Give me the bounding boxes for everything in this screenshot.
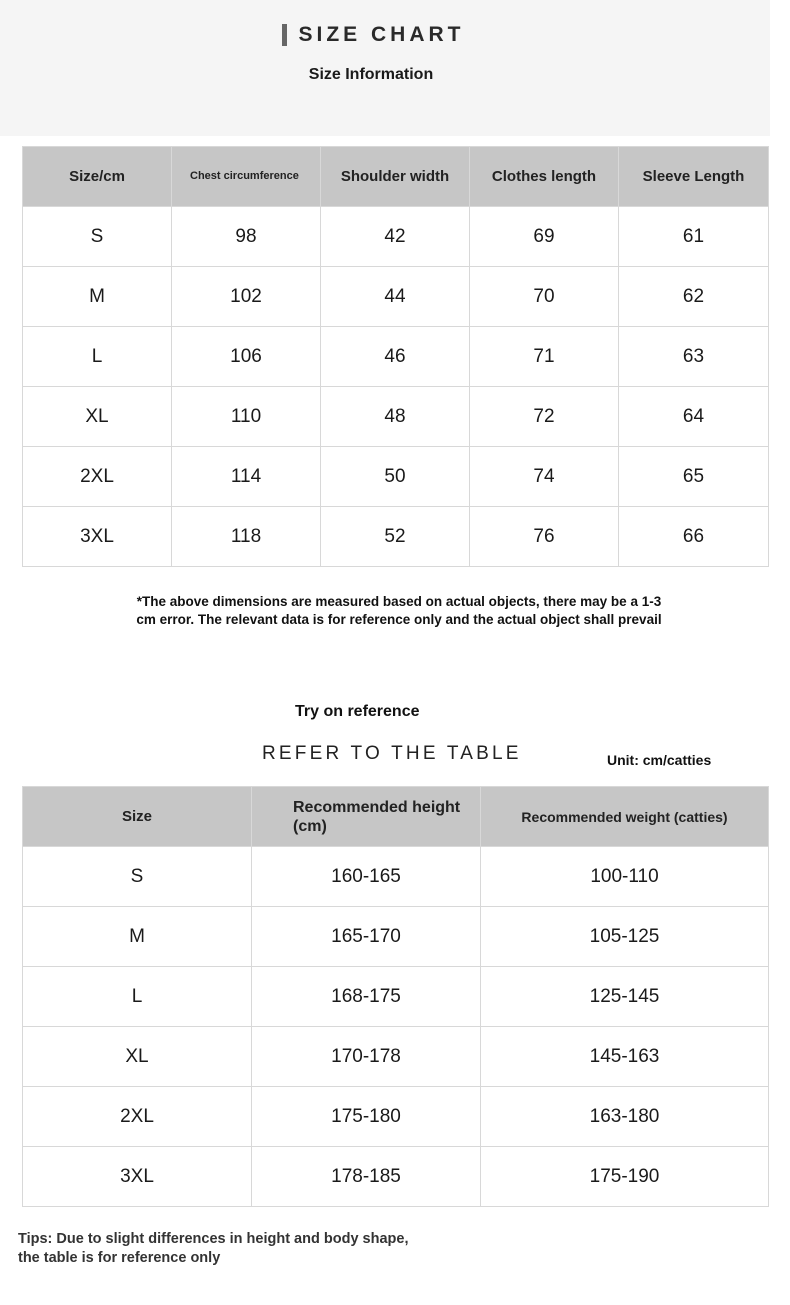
table-cell: 100-110 bbox=[481, 847, 769, 907]
table-cell: 42 bbox=[321, 207, 470, 267]
table-cell: 69 bbox=[470, 207, 619, 267]
page-title: SIZE CHART bbox=[282, 24, 465, 46]
table-cell: 74 bbox=[470, 447, 619, 507]
note-line: cm error. The relevant data is for reference only and the actual object shall prevail bbox=[136, 612, 662, 627]
table-cell: 170-178 bbox=[252, 1027, 481, 1087]
table-cell: 114 bbox=[172, 447, 321, 507]
column-header-size: Size/cm bbox=[23, 147, 172, 207]
measurement-note bbox=[0, 593, 790, 629]
column-header-sleeve-length: Sleeve Length bbox=[619, 147, 769, 207]
table-cell: 118 bbox=[172, 507, 321, 567]
table-cell: 145-163 bbox=[481, 1027, 769, 1087]
table-row bbox=[23, 327, 769, 387]
column-header-recommended-height: Recommended height (cm) bbox=[252, 787, 481, 847]
table-cell: 102 bbox=[172, 267, 321, 327]
table-cell: 3XL bbox=[23, 1147, 252, 1207]
unit-label: Unit: cm/catties bbox=[607, 752, 712, 768]
table-cell: 175-190 bbox=[481, 1147, 769, 1207]
table-cell: 168-175 bbox=[252, 967, 481, 1027]
table-cell: M bbox=[23, 267, 172, 327]
table-header-row bbox=[23, 147, 769, 207]
column-header-shoulder: Shoulder width bbox=[321, 147, 470, 207]
table-cell: 64 bbox=[619, 387, 769, 447]
tips-note bbox=[18, 1230, 408, 1268]
reference-heading: Try on reference bbox=[295, 703, 420, 720]
column-header-size: Size bbox=[23, 787, 252, 847]
column-header-clothes-length: Clothes length bbox=[470, 147, 619, 207]
reference-subheading: REFER TO THE TABLE bbox=[262, 743, 522, 764]
table-cell: 98 bbox=[172, 207, 321, 267]
title-wrap bbox=[0, 24, 770, 46]
table-cell: 178-185 bbox=[252, 1147, 481, 1207]
table-cell: 160-165 bbox=[252, 847, 481, 907]
table-cell: 65 bbox=[619, 447, 769, 507]
table-cell: S bbox=[23, 207, 172, 267]
table-row bbox=[23, 1027, 769, 1087]
table-cell: XL bbox=[23, 1027, 252, 1087]
table-row bbox=[23, 267, 769, 327]
tips-line: the table is for reference only bbox=[18, 1250, 221, 1266]
table-row bbox=[23, 847, 769, 907]
table-cell: 76 bbox=[470, 507, 619, 567]
tips-line: Tips: Due to slight differences in height and body shape, bbox=[18, 1231, 409, 1247]
table-cell: 2XL bbox=[23, 447, 172, 507]
table-row bbox=[23, 387, 769, 447]
table-cell: 44 bbox=[321, 267, 470, 327]
table-cell: 106 bbox=[172, 327, 321, 387]
table-cell: 52 bbox=[321, 507, 470, 567]
table-cell: XL bbox=[23, 387, 172, 447]
table-cell: 66 bbox=[619, 507, 769, 567]
table-row bbox=[23, 207, 769, 267]
table-cell: M bbox=[23, 907, 252, 967]
table-cell: 165-170 bbox=[252, 907, 481, 967]
table-row bbox=[23, 1147, 769, 1207]
note-line: *The above dimensions are measured based on actual objects, there may be a 1-3 bbox=[136, 594, 662, 609]
column-header-recommended-weight: Recommended weight (catties) bbox=[481, 787, 769, 847]
table-row bbox=[23, 967, 769, 1027]
table-cell: 110 bbox=[172, 387, 321, 447]
column-header-chest: Chest circumference bbox=[172, 147, 321, 207]
table-cell: 125-145 bbox=[481, 967, 769, 1027]
table-cell: 72 bbox=[470, 387, 619, 447]
table-row bbox=[23, 907, 769, 967]
table-cell: 175-180 bbox=[252, 1087, 481, 1147]
table-cell: 2XL bbox=[23, 1087, 252, 1147]
reference-table bbox=[22, 786, 769, 1207]
table-cell: 105-125 bbox=[481, 907, 769, 967]
table-cell: 61 bbox=[619, 207, 769, 267]
table-row bbox=[23, 447, 769, 507]
table-cell: L bbox=[23, 327, 172, 387]
table-cell: 46 bbox=[321, 327, 470, 387]
table-header-row bbox=[23, 787, 769, 847]
size-table bbox=[22, 146, 769, 567]
section-subtitle: Size Information bbox=[308, 66, 434, 83]
table-cell: 63 bbox=[619, 327, 769, 387]
table-cell: 48 bbox=[321, 387, 470, 447]
table-cell: 3XL bbox=[23, 507, 172, 567]
table-cell: 50 bbox=[321, 447, 470, 507]
table-cell: 163-180 bbox=[481, 1087, 769, 1147]
table-cell: L bbox=[23, 967, 252, 1027]
table-cell: 62 bbox=[619, 267, 769, 327]
table-cell: S bbox=[23, 847, 252, 907]
table-cell: 70 bbox=[470, 267, 619, 327]
table-row bbox=[23, 1087, 769, 1147]
table-row bbox=[23, 507, 769, 567]
table-cell: 71 bbox=[470, 327, 619, 387]
